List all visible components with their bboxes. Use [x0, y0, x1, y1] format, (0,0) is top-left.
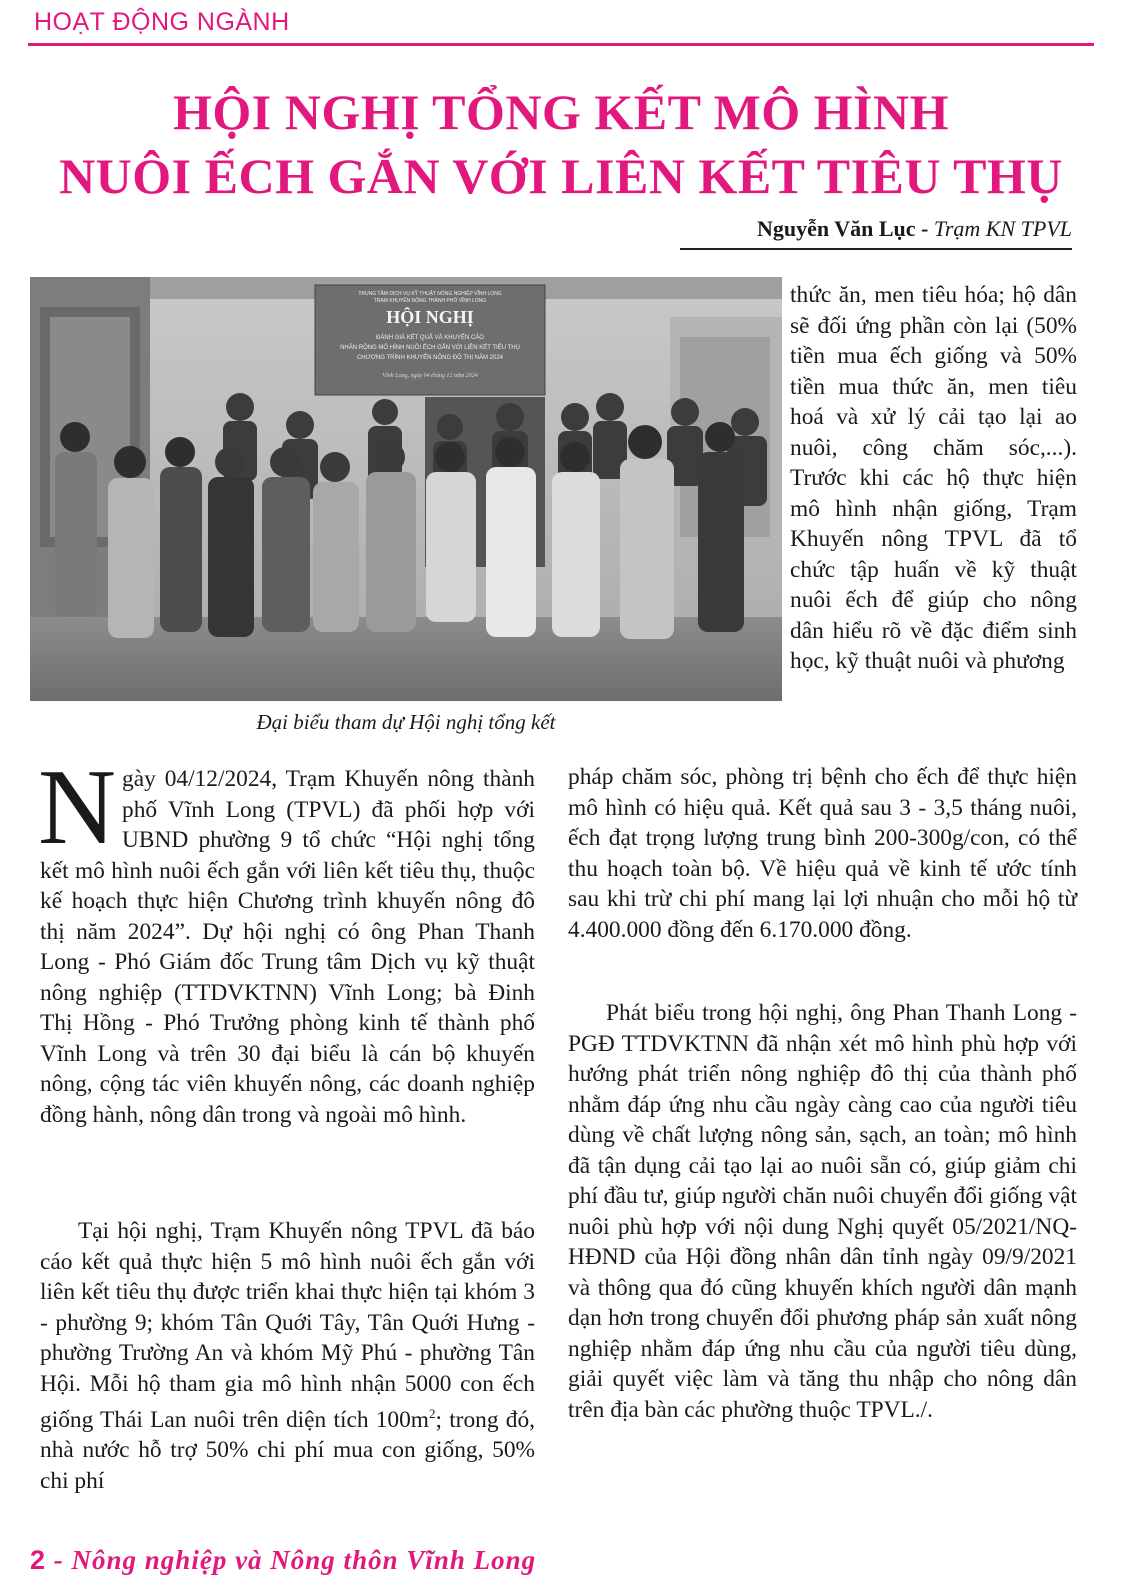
banner-small-2: TRẠM KHUYẾN NÔNG THÀNH PHỐ VĨNH LONG — [373, 298, 487, 304]
banner-date: Vĩnh Long, ngày 04 tháng 12 năm 2024 — [382, 373, 478, 379]
banner-small-1: TRUNG TÂM DỊCH VỤ KỸ THUẬT NÔNG NGHIỆP VĨNH LONG — [358, 291, 502, 297]
author-name: Nguyễn Văn Lục — [756, 216, 916, 241]
right-column-upper: thức ăn, men tiêu hóa; hộ dân sẽ đối ứng phần còn lại (50% tiền mua ếch giống và 50% tiền mua thức ăn, men tiêu hoá và xử lý cải tạo lại ao nuôi, công chăm sóc,...). Trước khi các hộ thực hiện mô hình nhận giống, Trạm Khuyến nông TPVL đã tổ chức tập huấn về kỹ thuật nuôi ếch để giúp cho nông dân hiểu rõ về đặc điểm sinh học, kỹ thuật nuôi và phương — [790, 282, 1077, 674]
author-org: Trạm KN TPVL — [933, 216, 1072, 241]
left-paragraph-2 — [40, 1216, 535, 1496]
magazine-name: Nông nghiệp và Nông thôn Vĩnh Long — [71, 1545, 537, 1575]
group-photo-illustration — [30, 277, 782, 701]
title-line-1: HỘI NGHỊ TỔNG KẾT MÔ HÌNH — [172, 84, 950, 140]
byline — [757, 216, 1072, 242]
banner-line-3: CHƯƠNG TRÌNH KHUYẾN NÔNG ĐÔ THỊ NĂM 2024 — [356, 355, 504, 361]
area-superscript: 2 — [429, 1406, 436, 1421]
drop-cap: N — [38, 748, 116, 867]
photo-caption: Đại biểu tham dự Hội nghị tổng kết — [256, 710, 556, 734]
title-line-2: NUÔI ẾCH GẮN VỚI LIÊN KẾT TIÊU THỤ — [59, 148, 1063, 204]
page-number: 2 — [30, 1545, 47, 1575]
banner-title: HỘI NGHỊ — [386, 307, 474, 327]
page-footer — [30, 1545, 536, 1576]
left-paragraph-2-after: ; trong đó, nhà nước hỗ trợ 50% chi phí mua con giống, 50% chi phí — [40, 1406, 535, 1494]
banner-line-1: ĐÁNH GIÁ KẾT QUẢ VÀ KHUYẾN CÁO — [376, 335, 484, 341]
article-title — [20, 80, 1102, 208]
event-photo — [30, 277, 782, 701]
banner-line-2: NHÂN RỘNG MÔ HÌNH NUÔI ẾCH GẮN VỚI LIÊN KẾT TIÊU THỤ — [340, 345, 520, 351]
footer-separator: - — [46, 1545, 72, 1575]
left-paragraph-2-before: Tại hội nghị, Trạm Khuyến nông TPVL đã báo cáo kết quả thực hiện 5 mô hình nuôi ếch gắn với liên kết tiêu thụ được triển khai thực hiện tại khóm 3 - phường 9; khóm Tân Quới Tây, Tân Quới Hưng - phường Trường An và khóm Mỹ Phú - phường Tân Hội. Mỗi hộ tham gia mô hình nhận 5000 con ếch giống Thái Lan nuôi trên diện tích 100m — [40, 1218, 535, 1433]
byline-underline — [680, 248, 1072, 250]
right-paragraph-3: Phát biểu trong hội nghị, ông Phan Thanh Long - PGĐ TTDVKTNN đã nhận xét mô hình phù hợp với hướng phát triển nông nghiệp đô thị của thành phố nhằm đáp ứng nhu cầu ngày càng cao của người tiêu dùng về chất lượng nông sản, sạch, an toàn; mô hình đã tận dụng cải tạo lại ao nuôi sẵn có, giúp giảm chi phí đầu tư, giúp người chăn nuôi chuyển đổi giống vật nuôi phù hợp với nội dung Nghị quyết 05/2021/NQ-HĐND của Hội đồng nhân dân tỉnh ngày 09/9/2021 và thông qua đó cũng khuyến khích người dân mạnh dạn hơn trong chuyển đổi phương pháp sản xuất nông nghiệp nhằm đáp ứng nhu cầu của người tiêu dùng, giải quyết việc làm và tăng thu nhập cho nông dân trên địa bàn các phường thuộc TPVL./. — [568, 1000, 1077, 1423]
byline-separator: - — [921, 216, 929, 241]
right-column-lower: pháp chăm sóc, phòng trị bệnh cho ếch để thực hiện mô hình có hiệu quả. Kết quả sau 3 - 3,5 tháng nuôi, ếch đạt trọng lượng trung bình 200-300g/con, có thể thu hoạch toàn bộ. Về hiệu quả về kinh tế ước tính sau khi trừ chi phí mang lại lợi nhuận cho mỗi hộ từ 4.400.000 đồng đến 6.170.000 đồng. — [568, 764, 1077, 943]
left-paragraph-1 — [38, 748, 535, 1130]
left-paragraph-1-text: gày 04/12/2024, Trạm Khuyến nông thành phố Vĩnh Long (TPVL) đã phối hợp với UBND phường 9 tổ chức “Hội nghị tổng kết mô hình nuôi ếch gắn với liên kết tiêu thụ, thuộc kế hoạch thực hiện Chương trình khuyến nông đô thị năm 2024”. Dự hội nghị có ông Phan Thanh Long - Phó Giám đốc Trung tâm Dịch vụ kỹ thuật nông nghiệp (TTDVKTNN) Vĩnh Long; bà Đinh Thị Hồng - Phó Trưởng phòng kinh tế thành phố Vĩnh Long và trên 30 đại biểu là cán bộ khuyến nông, cộng tác viên khuyến nông, các doanh nghiệp đồng hành, nông dân trong và ngoài mô hình. — [40, 766, 535, 1128]
section-header: HOẠT ĐỘNG NGÀNH — [34, 8, 290, 36]
header-rule — [28, 43, 1094, 46]
